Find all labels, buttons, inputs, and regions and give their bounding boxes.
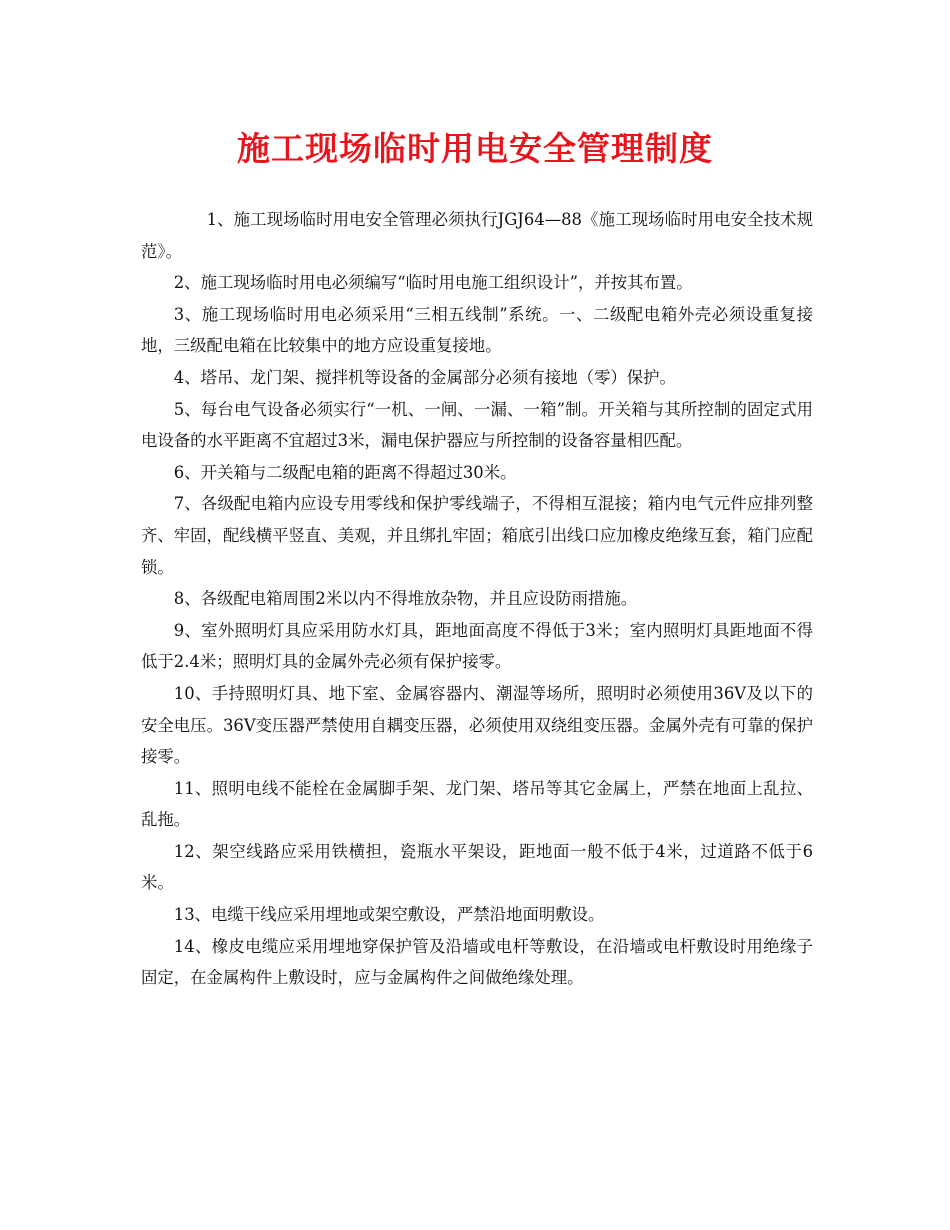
page-title: 施工现场临时用电安全管理制度	[237, 129, 713, 168]
document-body	[141, 204, 813, 994]
paragraph-3: 3、施工现场临时用电必须采用“三相五线制”系统。一、二级配电箱外壳必须设重复接地，三级配电箱在比较集中的地方应设重复接地。	[141, 304, 813, 356]
paragraph-12: 12、架空线路应采用铁横担，瓷瓶水平架设，距地面一般不低于4米，过道路不低于6米。	[141, 841, 813, 893]
paragraph-9: 9、室外照明灯具应采用防水灯具，距地面高度不得低于3米；室内照明灯具距地面不得低于2.4米；照明灯具的金属外壳必须有保护接零。	[141, 620, 813, 672]
paragraph-4: 4、塔吊、龙门架、搅拌机等设备的金属部分必须有接地（零）保护。	[173, 367, 676, 387]
paragraph-7: 7、各级配电箱内应设专用零线和保护零线端子，不得相互混接；箱内电气元件应排列整齐、牢固，配线横平竖直、美观，并且绑扎牢固；箱底引出线口应加橡皮绝缘互套，箱门应配锁。	[141, 494, 814, 577]
paragraph-14: 14、橡皮电缆应采用埋地穿保护管及沿墙或电杆等敷设，在沿墙或电杆敷设时用绝缘子固定，在金属构件上敷设时，应与金属构件之间做绝缘处理。	[141, 936, 813, 988]
paragraph-8: 8、各级配电箱周围2米以内不得堆放杂物，并且应设防雨措施。	[173, 589, 638, 609]
paragraph-10: 10、手持照明灯具、地下室、金属容器内、潮湿等场所，照明时必须使用36V及以下的安全电压。36V变压器严禁使用自耦变压器，必须使用双绕组变压器。金属外壳有可靠的保护接零。	[141, 683, 813, 767]
paragraph-6: 6、开关箱与二级配电箱的距离不得超过30米。	[173, 462, 517, 482]
paragraph-5: 5、每台电气设备必须实行“一机、一闸、一漏、一箱”制。开关箱与其所控制的固定式用电设备的水平距离不宜超过3米，漏电保护器应与所控制的设备容量相匹配。	[141, 399, 813, 451]
paragraph-1: 1、施工现场临时用电安全管理必须执行JGJ64—88《施工现场临时用电安全技术规范》。	[141, 210, 813, 261]
paragraph-13: 13、电缆干线应采用埋地或架空敷设，严禁沿地面明敷设。	[173, 905, 605, 925]
paragraph-11: 11、照明电线不能栓在金属脚手架、龙门架、塔吊等其它金属上，严禁在地面上乱拉、乱拖。	[141, 778, 813, 830]
paragraph-2: 2、施工现场临时用电必须编写“临时用电施工组织设计”，并按其布置。	[173, 273, 693, 293]
